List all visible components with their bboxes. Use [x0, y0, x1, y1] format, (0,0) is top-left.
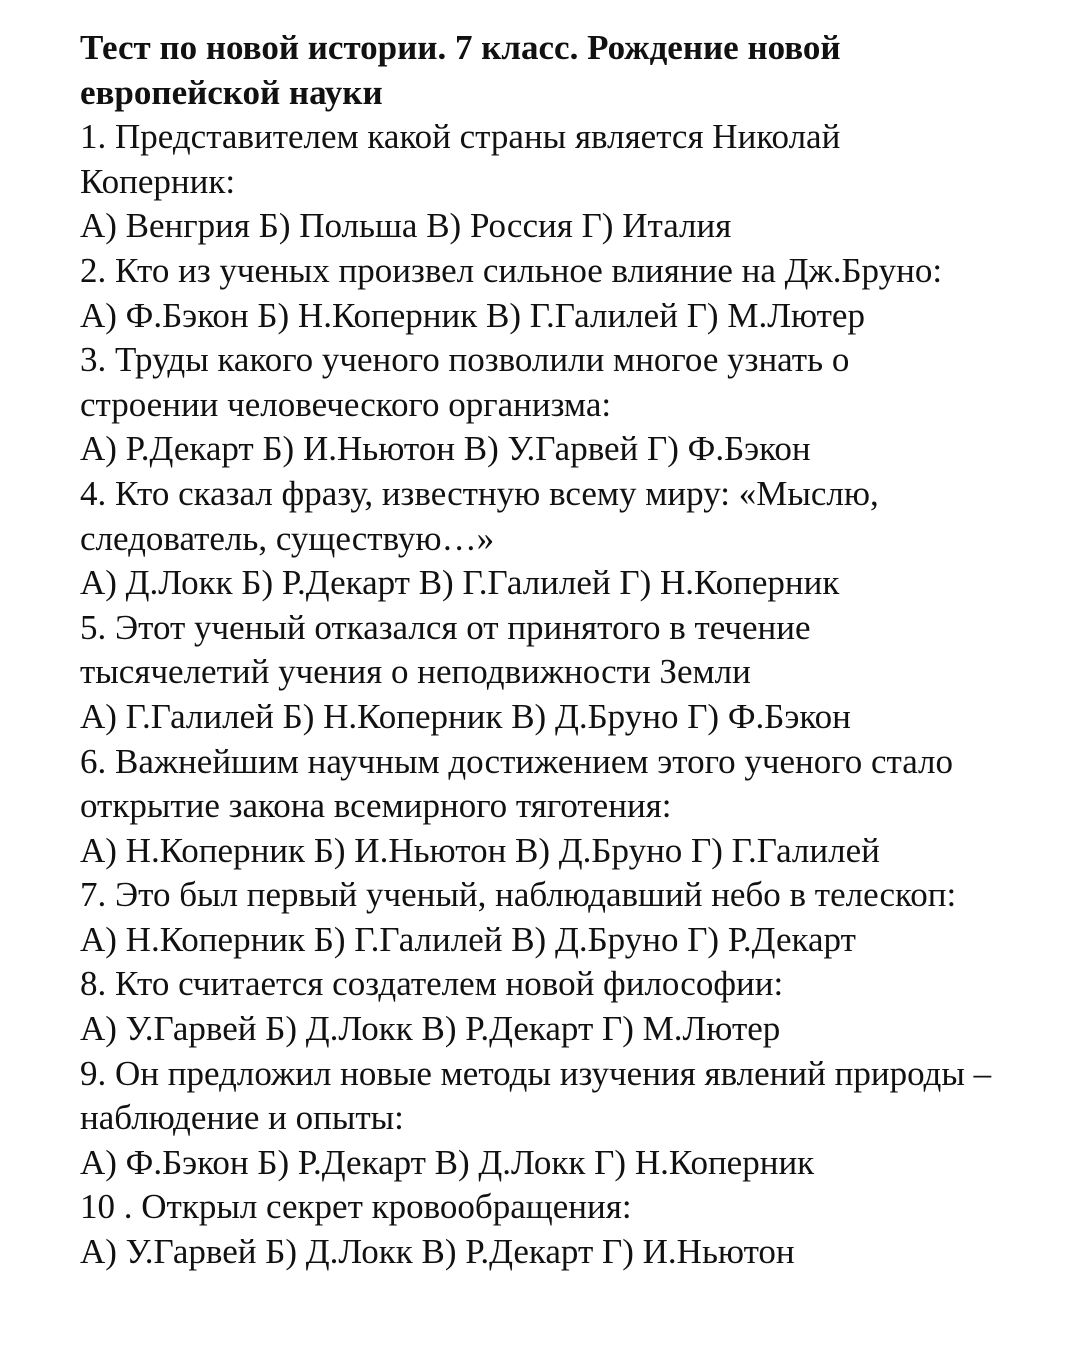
- title-line: европейской науки: [80, 72, 383, 112]
- question-text: строении человеческого организма:: [80, 384, 612, 424]
- question-7: [80, 873, 1040, 962]
- question-text: Коперник:: [80, 161, 236, 201]
- question-2: [80, 249, 1040, 338]
- question-6: [80, 740, 1040, 874]
- question-text: 6. Важнейшим научным достижением этого ученого стало: [80, 741, 954, 781]
- question-text: наблюдение и опыты:: [80, 1098, 404, 1138]
- answer-options: А) У.Гарвей Б) Д.Локк В) Р.Декарт Г) М.Лютер: [80, 1009, 781, 1049]
- question-text: 7. Это был первый ученый, наблюдавший небо в телескоп:: [80, 875, 957, 915]
- question-text: 9. Он предложил новые методы изучения явлений природы –: [80, 1053, 992, 1093]
- question-text: 10 . Открыл секрет кровообращения:: [80, 1187, 632, 1227]
- question-text: 8. Кто считается создателем новой философии:: [80, 964, 784, 1004]
- question-text: 1. Представителем какой страны является Николай: [80, 117, 841, 157]
- answer-options: А) Н.Коперник Б) И.Ньютон В) Д.Бруно Г) Г.Галилей: [80, 830, 880, 870]
- answer-options: А) Д.Локк Б) Р.Декарт В) Г.Галилей Г) Н.Коперник: [80, 563, 840, 603]
- document-page: [80, 26, 1040, 1275]
- answer-options: А) Ф.Бэкон Б) Р.Декарт В) Д.Локк Г) Н.Коперник: [80, 1142, 815, 1182]
- question-10: [80, 1185, 1040, 1274]
- question-text: 4. Кто сказал фразу, известную всему миру: «Мыслю,: [80, 473, 879, 513]
- answer-options: А) У.Гарвей Б) Д.Локк В) Р.Декарт Г) И.Ньютон: [80, 1232, 795, 1272]
- question-text: 5. Этот ученый отказался от принятого в течение: [80, 607, 811, 647]
- answer-options: А) Р.Декарт Б) И.Ньютон В) У.Гарвей Г) Ф.Бэкон: [80, 429, 811, 469]
- title-line: Тест по новой истории. 7 класс. Рождение новой: [80, 28, 841, 67]
- question-text: 3. Труды какого ученого позволили многое узнать о: [80, 340, 850, 380]
- document-title: [80, 26, 1040, 115]
- question-3: [80, 338, 1040, 472]
- question-8: [80, 962, 1040, 1051]
- answer-options: А) Н.Коперник Б) Г.Галилей В) Д.Бруно Г) Р.Декарт: [80, 919, 856, 959]
- question-text: следователь, существую…»: [80, 518, 495, 558]
- answer-options: А) Венгрия Б) Польша В) Россия Г) Италия: [80, 206, 732, 246]
- question-5: [80, 606, 1040, 740]
- question-1: [80, 115, 1040, 249]
- question-text: тысячелетий учения о неподвижности Земли: [80, 652, 751, 692]
- question-text: открытие закона всемирного тяготения:: [80, 786, 672, 826]
- question-9: [80, 1052, 1040, 1186]
- question-4: [80, 472, 1040, 606]
- answer-options: А) Ф.Бэкон Б) Н.Коперник В) Г.Галилей Г) М.Лютер: [80, 295, 865, 335]
- question-text: 2. Кто из ученых произвел сильное влияние на Дж.Бруно:: [80, 250, 943, 290]
- answer-options: А) Г.Галилей Б) Н.Коперник В) Д.Бруно Г) Ф.Бэкон: [80, 696, 851, 736]
